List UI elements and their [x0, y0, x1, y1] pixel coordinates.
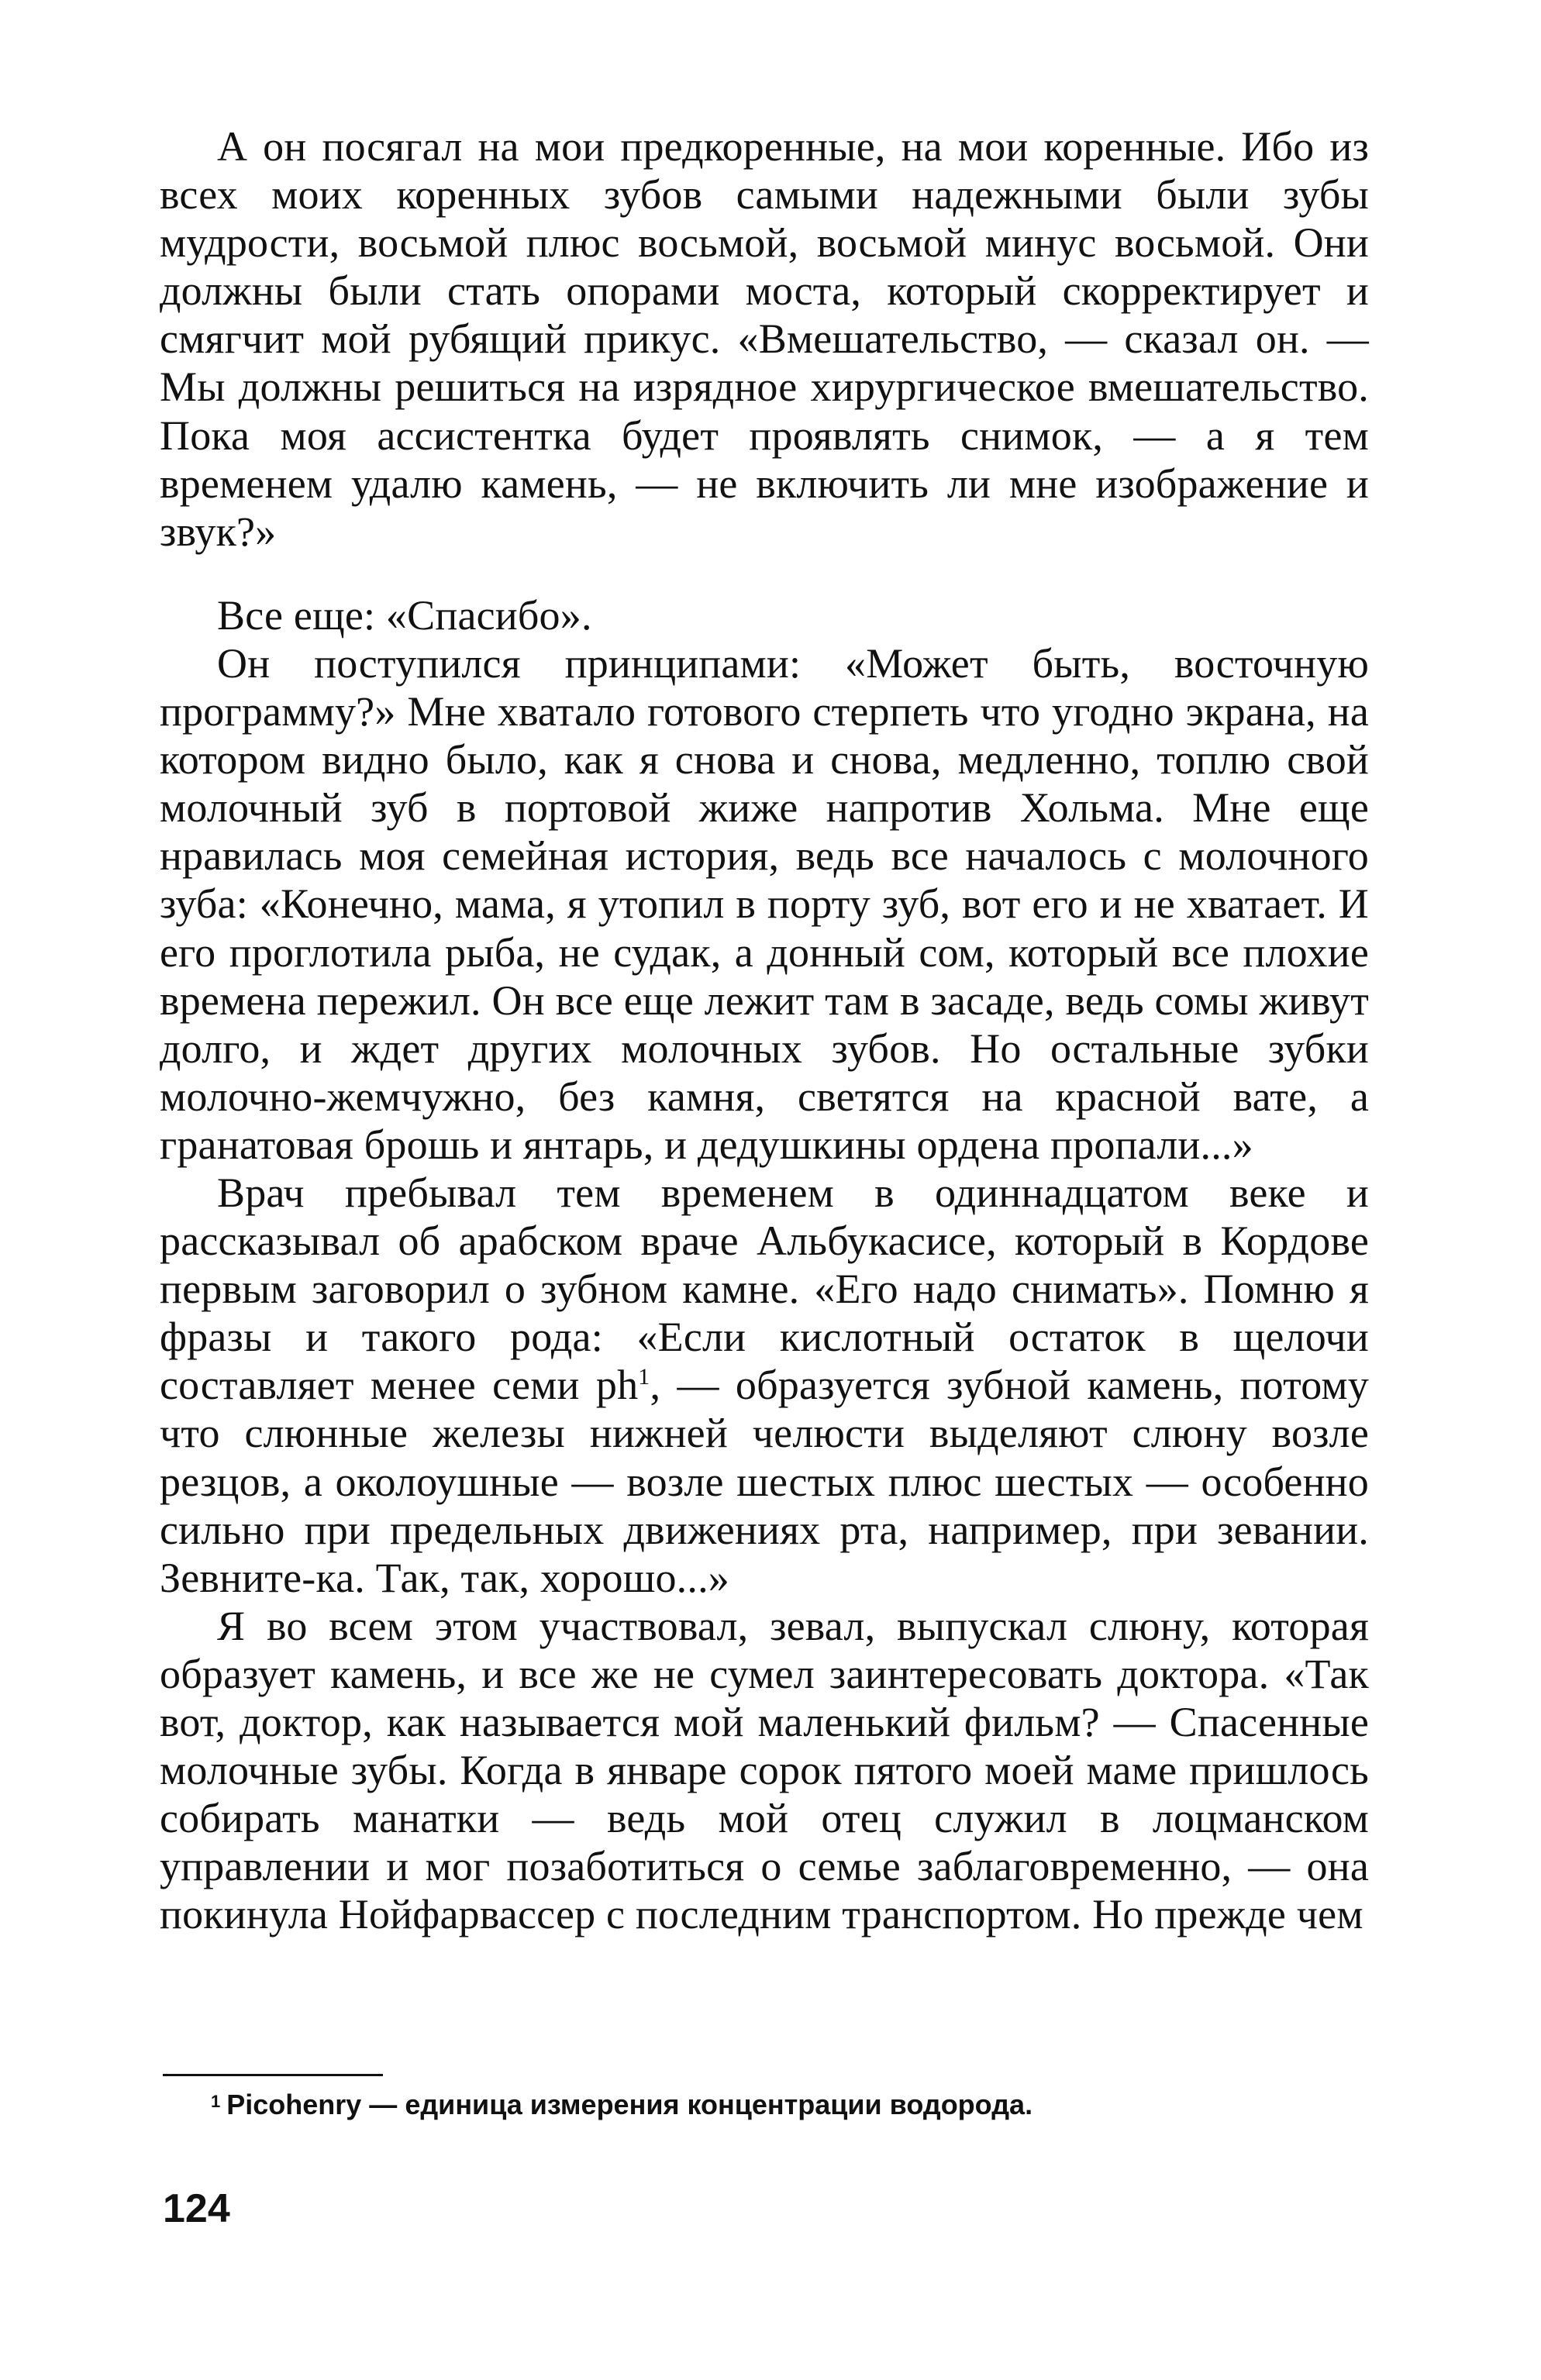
paragraph-5: Я во всем этом участвовал, зевал, выпускал слюну, которая образует камень, и все же не сумел заинтересовать доктора. «Так вот, доктор, как называется мой маленький фильм? — Спасенные молочные зубы. Когда в январе сорок пятого моей маме пришлось собирать манатки — ведь мой отец служил в лоцманском управлении и мог позаботиться о семье заблаговременно, — она покинула Нойфарвассер с последним транспортом. Но прежде чем — [160, 1602, 1369, 1938]
paragraph-2: Все еще: «Спасибо». — [217, 591, 592, 639]
footnote-marker: 1 — [211, 2092, 221, 2111]
paragraph-1: А он посягал на мои предкоренные, на мои коренные. Ибо из всех моих коренных зубов самыми надежными были зубы мудрости, восьмой плюс восьмой, восьмой минус восьмой. Они должны были стать опорами моста, который скорректирует и смягчит мой рубящий прикус. «Вмешательство, — сказал он. — Мы должны решиться на изрядное хирургическое вмешательство. Пока моя ассистентка будет проявлять снимок, — а я тем временем удалю камень, — не включить ли мне изображение и звук?» — [160, 123, 1369, 555]
footnote — [211, 2088, 1374, 2122]
footnote-text: Picohenry — единица измерения концентрации водорода. — [226, 2089, 1033, 2120]
paragraph-3: Он поступился принципами: «Может быть, восточную программу?» Мне хватало готового стерпеть что угодно экрана, на котором видно было, как я снова и снова, медленно, топлю свой молочный зуб в портовой жиже напротив Хольма. Мне еще нравилась моя семейная история, ведь все началось с молочного зуба: «Конечно, мама, я утопил в порту зуб, вот его и не хватает. И его проглотила рыба, не судак, а донный сом, который все плохие времена пережил. Он все еще лежит там в засаде, ведь сомы живут долго, и ждет других молочных зубов. Но остальные зубки молочно-жемчужно, без камня, светятся на красной вате, а гранатовая брошь и янтарь, и дедушкины ордена пропали...» — [160, 639, 1369, 1168]
paragraph-4-text-end: , — образуется зубной камень, потому что слюнные железы нижней челюсти выделяют слюну возле резцов, а околоушные — возле шестых плюс шестых — особенно сильно при предельных движениях рта, например, при зевании. Зевните-ка. Так, так, хорошо...» — [160, 1362, 1369, 1601]
footnote-divider — [163, 2074, 383, 2076]
body-text — [160, 122, 1369, 1938]
paragraph-4-text-start: Врач пребывал тем временем в одиннадцатом веке и рассказывал об арабском враче Альбукасисе, который в Кордове первым заговорил о зубном камне. «Его надо снимать». Помню я фразы и такого рода: «Если кислотный остаток в щелочи составляет менее семи ph — [160, 1169, 1369, 1409]
footnote-reference: 1 — [638, 1364, 650, 1390]
paragraph-4 — [160, 1169, 1369, 1602]
page-number: 124 — [163, 2186, 230, 2231]
